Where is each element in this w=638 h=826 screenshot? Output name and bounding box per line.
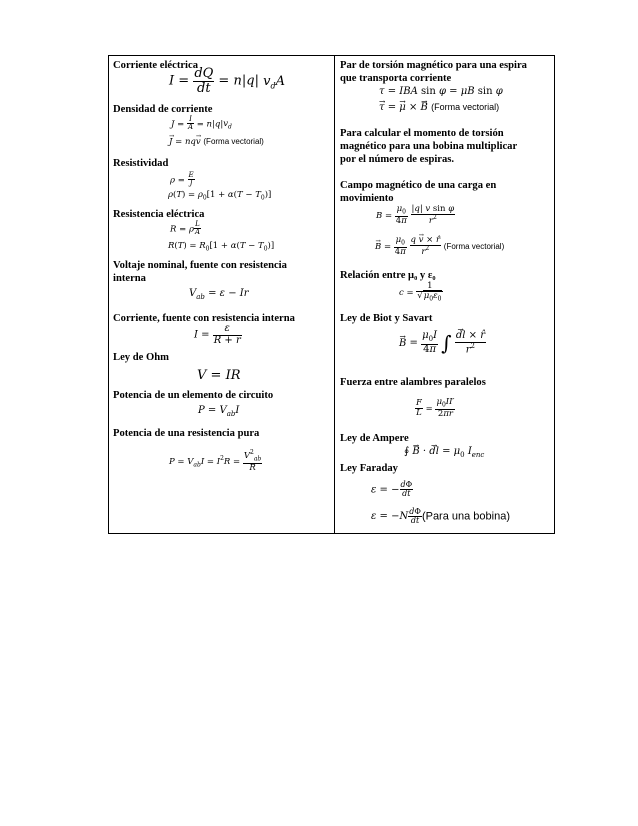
heading-resistividad: Resistividad (113, 158, 169, 169)
formula-par-torsion-2: → τ = → μ × → B (Forma vectorial) (379, 103, 499, 113)
formula-campo-carga-1: B = $\frac{\mu_0}{4\pi}$ $\frac{\text{|q| v sin φ}}{r^2}$ (376, 204, 455, 226)
heading-resistencia-electrica: Resistencia eléctrica (113, 209, 205, 220)
formula-corriente-fuente: I = $\frac{\varepsilon}{R + r}$ (194, 323, 241, 346)
heading-fuerza-alambres: Fuerza entre alambres paralelos (340, 377, 486, 388)
formula-resistencia-1: R = ρ $\frac{L}{A}$ (170, 220, 200, 237)
note-forma-vectorial-1: (Forma vectorial) (203, 137, 264, 146)
formula-ley-ohm: V = IR (197, 368, 241, 383)
heading-ley-ohm: Ley de Ohm (113, 352, 169, 363)
heading-corriente-electrica: Corriente eléctrica (113, 60, 198, 71)
column-divider (334, 56, 335, 533)
note-para-bobina: (Para una bobina) (421, 510, 510, 523)
heading-par-torsion-1: Par de torsión magnético para una espira (340, 60, 527, 71)
heading-voltaje-nominal-2: interna (113, 273, 146, 284)
heading-ampere: Ley de Ampere (340, 433, 409, 444)
formula-faraday-1: ε = − $\frac{d\Phi}{dt}$ (371, 480, 413, 499)
formula-potencia-elemento: $P = V_{ab}I$ (198, 405, 240, 418)
heading-corriente-fuente: Corriente, fuente con resistencia interna (113, 313, 295, 324)
heading-biot-savart: Ley de Biot y Savart (340, 313, 433, 324)
heading-bobina-1: Para calcular el momento de torsión (340, 128, 504, 139)
formula-campo-carga-2: → B = $\frac{\mu_0}{4\pi}$ $\frac{q \to v \times r̂}{r^2}$ (Forma vectorial) (375, 236, 504, 257)
heading-potencia-elemento: Potencia de un elemento de circuito (113, 390, 274, 401)
formula-potencia-resistencia: $P = V_{ab}I = I^2R$ = $\frac{V^2_{ab}}{R}$ (169, 449, 262, 473)
formula-ampere: ∮ → B · → dl = $\mu_0$ $I_{enc}$ (404, 447, 484, 459)
heading-par-torsion-2: que transporta corriente (340, 73, 452, 84)
note-forma-vectorial-2: (Forma vectorial) (431, 102, 500, 112)
formula-fuerza-alambres: $\frac{F}{L}$ = $\frac{\mu_0II'}{2\pi r}$ (416, 397, 455, 419)
note-forma-vectorial-3: (Forma vectorial) (443, 241, 505, 251)
formula-biot-savart: → B = $\frac{\mu_0I}{4\pi}$ ∫ → $\frac{dl \times r̂}{r^2}$ (399, 331, 486, 355)
heading-campo-carga-2: movimiento (340, 193, 394, 204)
formula-resistividad-2: $\rho(T) = \rho_0[1 + \alpha(T - T_0)]$ (168, 190, 272, 202)
formula-corriente-electrica: I = $\frac{dQ}{dt}$ = n|q| $v_dA$ (169, 66, 285, 96)
formula-voltaje-nominal: $V_{ab} = \varepsilon - Ir$ (189, 288, 249, 301)
formula-par-torsion-1: τ = IBA sin φ = μB sin φ (379, 86, 503, 97)
heading-bobina-2: magnético para una bobina multiplicar (340, 141, 518, 152)
formula-table (108, 55, 555, 534)
formula-densidad-corriente-2: → J = nq→ v (Forma vectorial) (169, 138, 264, 147)
formula-densidad-corriente-1: J = $\frac{I}{A}$ = $n|q|v_d$ (171, 115, 232, 132)
heading-faraday: Ley Faraday (340, 463, 398, 474)
formula-relacion-mu-eps: c = $\frac{1}{√\mu_0\varepsilon_0}$ (399, 281, 442, 303)
heading-relacion-mu-eps: Relación entre μ₀ y ε₀ (340, 270, 436, 281)
formula-resistencia-2: $R(T) = R_0[1 + \alpha(T - T_0)]$ (168, 241, 275, 253)
formula-resistividad-1: ρ = $\frac{E}{J}$ (170, 171, 194, 188)
heading-bobina-3: por el número de espiras. (340, 154, 455, 165)
formula-faraday-2: ε = −N $\frac{d\Phi}{dt}$ (Para una bobina) (371, 507, 510, 526)
heading-voltaje-nominal-1: Voltaje nominal, fuente con resistencia (113, 260, 287, 271)
heading-densidad-corriente: Densidad de corriente (113, 104, 213, 115)
heading-campo-carga-1: Campo magnético de una carga en (340, 180, 497, 191)
heading-potencia-resistencia: Potencia de una resistencia pura (113, 428, 260, 439)
